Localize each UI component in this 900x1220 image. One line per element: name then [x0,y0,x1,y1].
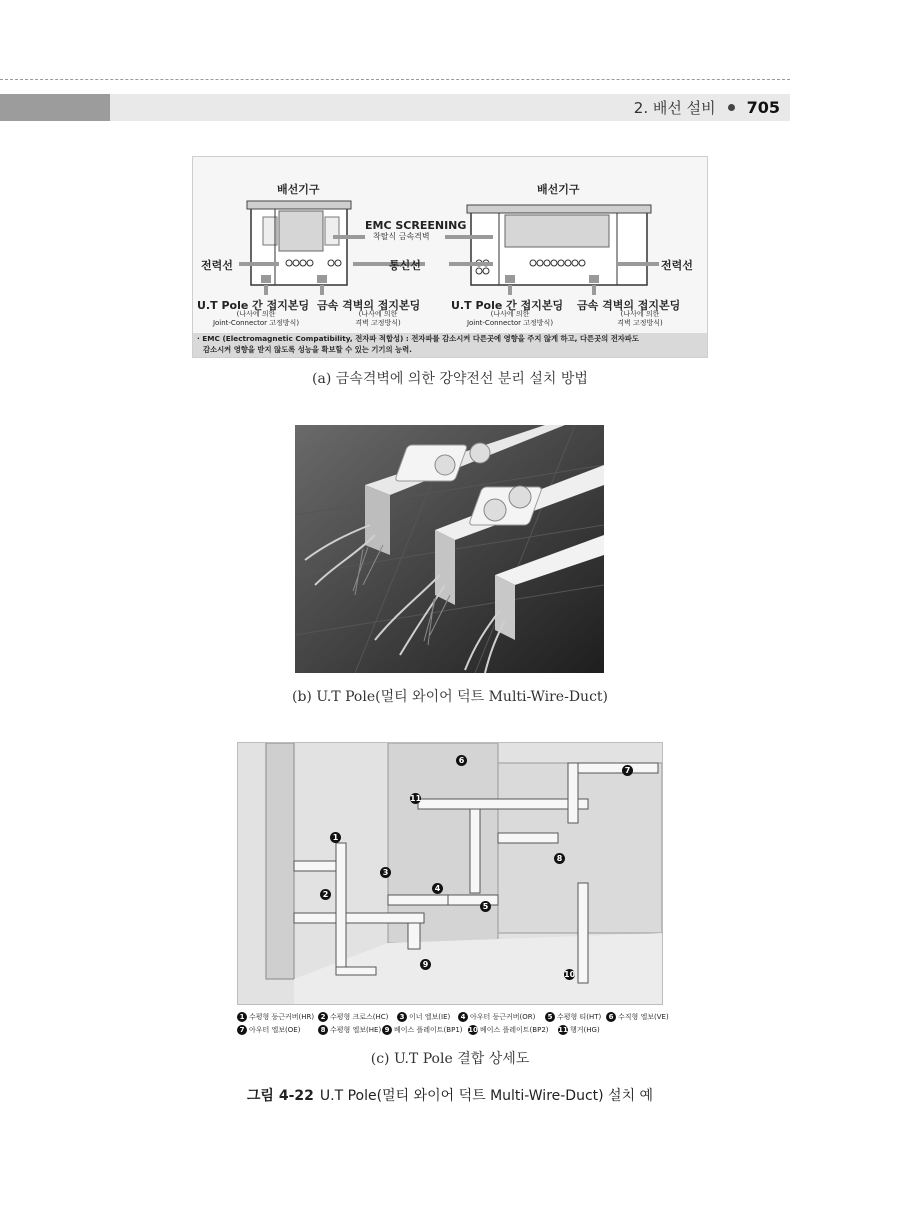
bond-wall-right: 금속 격벽의 접지본딩 [577,299,681,312]
legend-item: 1 수평형 둥근커버(HR) [237,1012,314,1022]
callout-5: 5 [480,901,491,912]
legend-item: 5 수평형 티(HT) [545,1012,601,1022]
figure-title [0,1085,900,1105]
figure-a-diagram [192,156,708,358]
callout-9: 9 [420,959,431,970]
bullet-icon [728,104,735,111]
bond-pole-left: U.T Pole 간 접지본딩 [197,299,310,312]
running-header [634,94,780,121]
figure-c-assembly-diagram [237,742,663,1005]
comm-line-label: 통신선 [389,259,421,272]
bond-pole-right: U.T Pole 간 접지본딩 [451,299,564,312]
fixture-label-left: 배선기구 [277,183,320,196]
legend-item: 6 수직형 엘보(VE) [606,1012,669,1022]
page-number: 705 [746,98,780,117]
emc-note-line1: · EMC (Electromagnetic Compatibility, 전자파 적합성) : 전자파를 감소시켜 다른곳에 영향을 주지 않게 하고, 다른곳의 전자파도 [197,334,639,343]
bond-wall-left-note: (나사에 의한 격벽 고정방식) [355,310,401,327]
legend-item: 3 이너 엘보(IE) [397,1012,450,1022]
callout-10: 10 [564,970,576,979]
header-dashed-rule [0,79,790,80]
callout-11: 11 [410,794,422,803]
callout-8: 8 [554,853,565,864]
chapter-title: 2. 배선 설비 [633,99,716,117]
legend-item: 9 베이스 플레이트(BP1) [382,1025,463,1035]
bond-wall-right-note: (나사에 의한 격벽 고정방식) [617,310,663,327]
assembly-drawing [238,743,662,1004]
bond-wall-left: 금속 격벽의 접지본딩 [317,299,421,312]
legend-item: 10 베이스 플레이트(BP2) [468,1026,549,1034]
callout-7: 7 [622,765,633,776]
callout-6: 6 [456,755,467,766]
legend-item: 11 행거(HG) [558,1026,600,1034]
emc-note-line2: 감소시켜 영향을 받지 않도록 성능을 확보할 수 있는 기기의 능력. [203,345,412,354]
power-line-left: 전력선 [201,259,233,272]
callout-1: 1 [330,832,341,843]
emc-screening-sub: 착탈식 금속격벽 [373,232,430,241]
legend-item: 8 수평형 엘보(HE) [318,1025,381,1035]
emc-definition-note [193,333,707,357]
power-line-right: 전력선 [661,259,693,272]
callout-4: 4 [432,883,443,894]
figure-title-text: U.T Pole(멀티 와이어 덕트 Multi-Wire-Duct) 설치 예 [319,1088,654,1104]
figure-c-caption: (c) U.T Pole 결합 상세도 [370,1051,530,1067]
figure-a-caption: (a) 금속격벽에 의한 강약전선 분리 설치 방법 [312,371,588,387]
callout-3: 3 [380,867,391,878]
bond-pole-left-note: (나사에 의한 Joint-Connector 고정방식) [212,310,300,327]
legend-item: 2 수평형 크로스(HC) [318,1012,388,1022]
legend-item: 4 아우터 둥근커버(OR) [458,1012,535,1022]
legend-item: 7 아우터 엘보(OE) [237,1025,300,1035]
bond-pole-right-note: (나사에 의한 Joint-Connector 고정방식) [466,310,554,327]
figure-number: 그림 4-22 [246,1088,314,1104]
multi-wire-duct-render [295,425,604,673]
figure-b-caption: (b) U.T Pole(멀티 와이어 덕트 Multi-Wire-Duct) [291,689,608,705]
figure-b-duct-illustration [295,425,604,673]
emc-screening-label: EMC SCREENING [365,219,467,232]
fixture-label-right: 배선기구 [537,183,580,196]
header-tab [0,94,110,121]
callout-2: 2 [320,889,331,900]
